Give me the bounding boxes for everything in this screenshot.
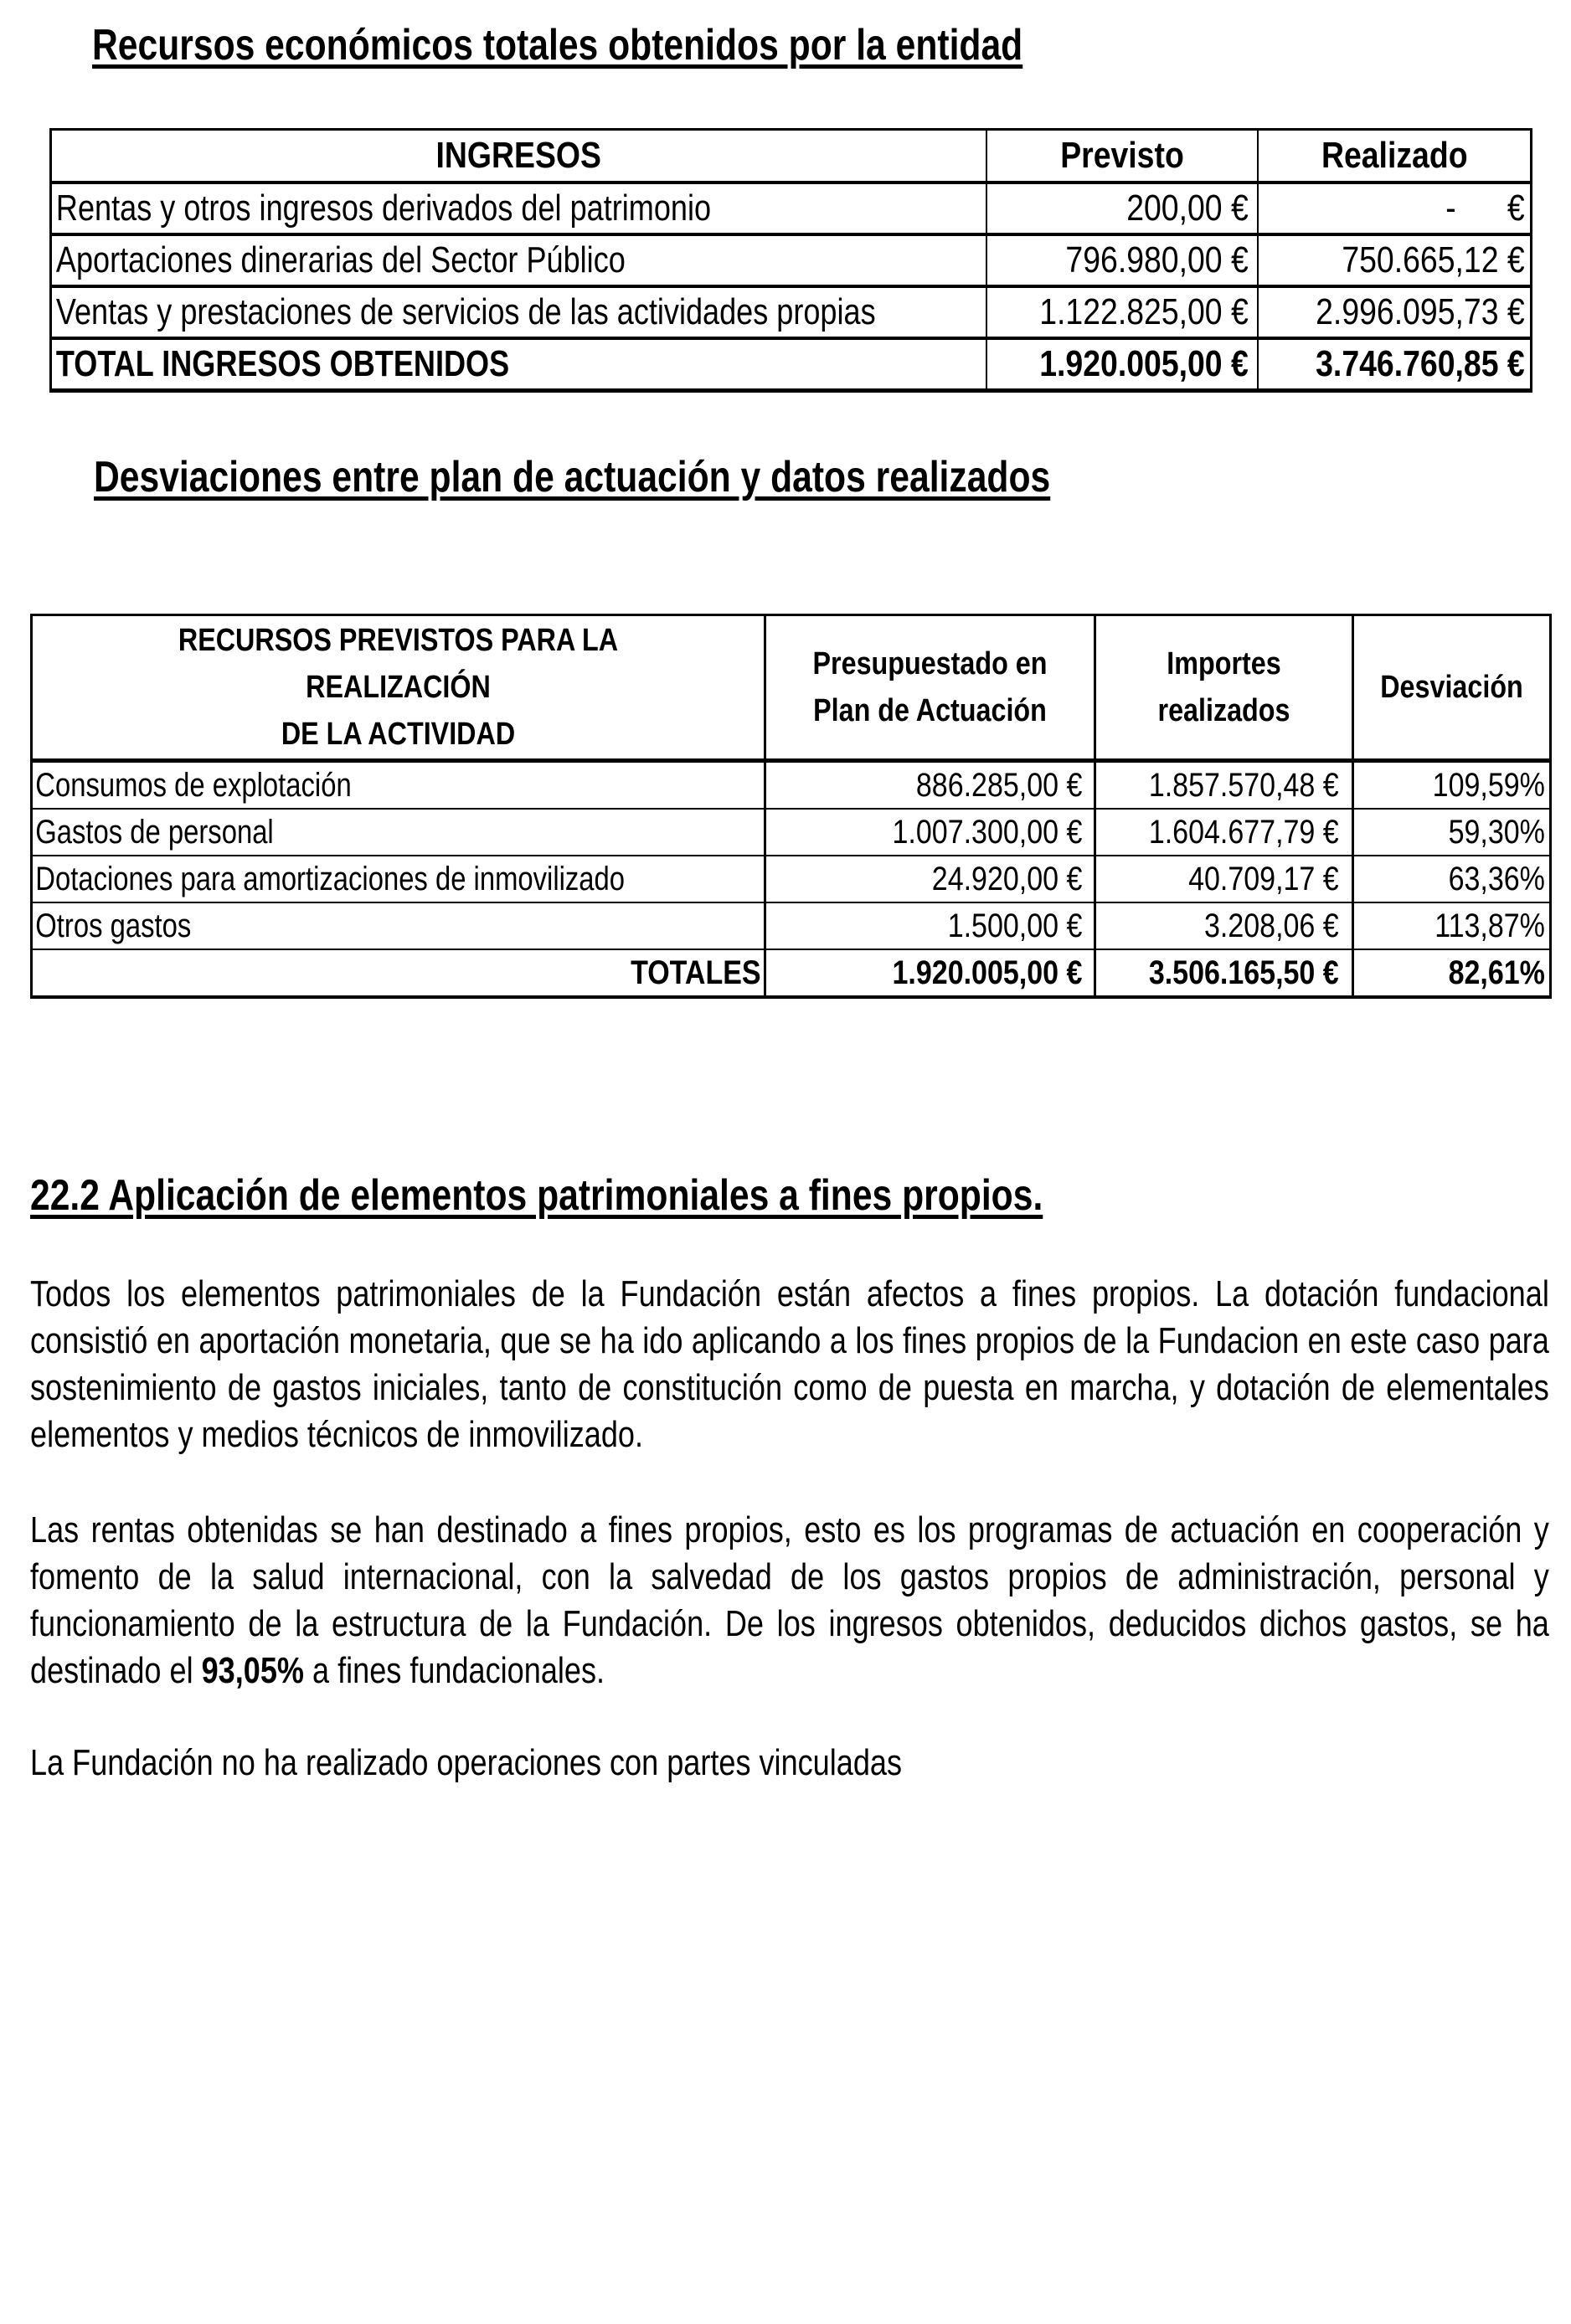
header-presupuestado-line2: Plan de Actuación: [813, 693, 1047, 728]
paragraph-rentas: [30, 1507, 1549, 1694]
row-desviacion: 109,59%: [1432, 767, 1545, 804]
deviations-table-header: [32, 615, 1551, 761]
row-label: Dotaciones para amortizaciones de inmovilizado: [35, 861, 626, 897]
paragraph-2-text: [30, 1507, 1549, 1694]
row-label: Otros gastos: [35, 907, 192, 944]
row-previsto: 200,00 €: [1125, 188, 1249, 229]
table-row: [32, 902, 1551, 949]
total-previsto: 1.920.005,00 €: [1038, 343, 1249, 384]
total-presupuestado: 1.920.005,00 €: [892, 954, 1083, 991]
total-realizado: 3.746.760,85 €: [1315, 343, 1525, 384]
section-22-2-heading: 22.2 Aplicación de elementos patrimoniales a fines propios.: [30, 1171, 1043, 1220]
header-importes: [1095, 615, 1353, 761]
row-label: Rentas y otros ingresos derivados del patrimonio: [55, 188, 712, 229]
row-realizado: 40.709,17 €: [1188, 861, 1339, 897]
total-label: TOTAL INGRESOS OBTENIDOS: [55, 343, 510, 384]
paragraph-1-text: Todos los elementos patrimoniales de la Fundación están afectos a fines propios. La dotación fundacional consistió en aportación monetaria, que se ha ido aplicando a los fines propios de la Fundacion en este caso para sostenimiento de gastos iniciales, tanto de constitución como de puesta en marcha, y dotación de elementales elementos y medios técnicos de inmovilizado.: [30, 1273, 1549, 1455]
row-presupuestado: 886.285,00 €: [915, 767, 1083, 804]
row-label: Consumos de explotación: [35, 767, 352, 804]
row-presupuestado: 1.007.300,00 €: [892, 814, 1083, 851]
header-recursos-line1: RECURSOS PREVISTOS PARA LA REALIZACIÓN: [178, 623, 619, 705]
table-row: [32, 856, 1551, 902]
income-table: [49, 128, 1532, 393]
table-row: [32, 809, 1551, 856]
table-row: [51, 183, 1532, 234]
row-presupuestado: 24.920,00 €: [931, 861, 1083, 897]
header-importes-line1: Importes: [1167, 646, 1281, 681]
header-previsto: Previsto: [1059, 135, 1184, 176]
paragraph-3-text: La Fundación no ha realizado operaciones con partes vinculadas: [30, 1742, 903, 1783]
total-row: [32, 949, 1551, 997]
row-label: Ventas y prestaciones de servicios de las actividades propias: [55, 291, 876, 332]
row-desviacion: 113,87%: [1435, 907, 1545, 944]
header-presupuestado: [765, 615, 1095, 761]
row-realizado: 750.665,12 €: [1341, 239, 1525, 280]
currency-symbol: €: [1507, 188, 1525, 229]
row-desviacion: 63,36%: [1448, 861, 1545, 897]
header-desviacion-line1: Desviación: [1380, 670, 1523, 705]
total-row: [51, 338, 1532, 391]
paragraph-related-parties: [30, 1740, 1549, 1787]
row-previsto: 796.980,00 €: [1064, 239, 1249, 280]
dash: -: [1445, 188, 1456, 229]
deviations-heading: Desviaciones entre plan de actuación y datos realizados: [94, 453, 1051, 501]
header-presupuestado-line1: Presupuestado en: [812, 646, 1048, 681]
deviations-table: [30, 614, 1552, 999]
paragraph-2-tail: a fines fundacionales.: [303, 1650, 605, 1691]
total-desviacion: 82,61%: [1448, 954, 1545, 991]
paragraph-2-lead: Las rentas obtenidas se han destinado a fines propios, esto es los programas de actuación en cooperación y fomento de la salud internacional, con la salvedad de los gastos propios de administración, personal y funcionamiento de la estructura de la Fundación. De los ingresos obtenidos, deducidos dichos gastos, se ha destinado el: [30, 1509, 1549, 1691]
row-realizado: 3.208,06 €: [1203, 907, 1339, 944]
row-previsto: 1.122.825,00 €: [1038, 291, 1249, 332]
header-recursos-line2: DE LA ACTIVIDAD: [281, 717, 516, 752]
header-importes-line2: realizados: [1157, 693, 1290, 728]
table-row: [32, 761, 1551, 810]
header-desviacion: [1353, 615, 1551, 761]
income-table-header: [51, 130, 1532, 183]
table-row: [51, 286, 1532, 338]
total-label: TOTALES: [631, 954, 761, 991]
row-realizado: 1.857.570,48 €: [1148, 767, 1339, 804]
header-recursos: [32, 615, 765, 761]
row-label: Gastos de personal: [35, 814, 274, 851]
header-realizado: Realizado: [1321, 135, 1468, 176]
paragraph-patrimonial-elements: [30, 1271, 1549, 1458]
row-label: Aportaciones dinerarias del Sector Público: [55, 239, 626, 280]
row-realizado: [1299, 184, 1530, 233]
resources-heading: Recursos económicos totales obtenidos por la entidad: [92, 21, 1023, 69]
row-presupuestado: 1.500,00 €: [947, 907, 1083, 944]
row-desviacion: 59,30%: [1448, 814, 1545, 851]
percentage-highlight: 93,05%: [201, 1650, 304, 1691]
total-realizado: 3.506.165,50 €: [1148, 954, 1339, 991]
row-realizado: 2.996.095,73 €: [1315, 291, 1525, 332]
row-realizado: 1.604.677,79 €: [1148, 814, 1339, 851]
header-ingresos: INGRESOS: [435, 135, 601, 176]
table-row: [51, 234, 1532, 286]
